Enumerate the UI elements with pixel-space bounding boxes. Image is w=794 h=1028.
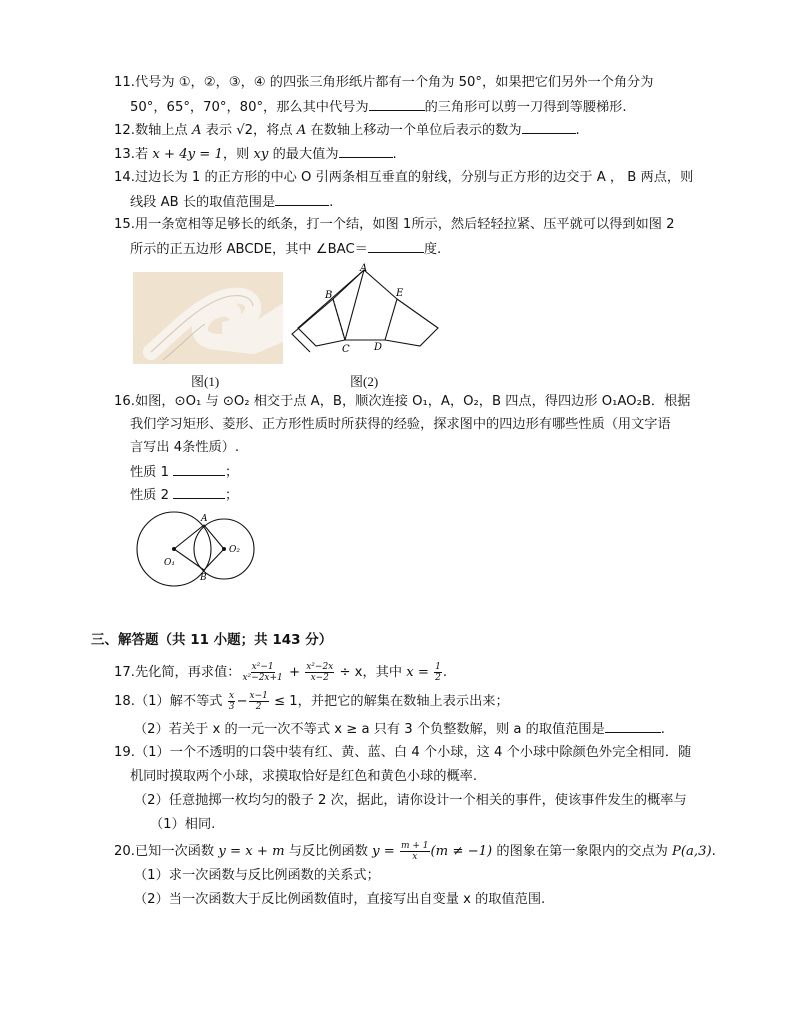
q18-p2a: （2）若关于 x 的一元一次不等式 x ≥ a 只有 3 个负整数解，则 a 的取值范围是 [134,722,605,737]
q13-text-a: 若 [134,147,153,162]
q20-number: 20. [114,844,135,859]
q19-number: 19. [114,745,135,760]
q12-text-c: 在数轴上移动一个单位后表示的数为 [306,123,522,138]
q17-end: . [442,665,448,680]
q18-frac-x3 [228,691,236,712]
q17-div-text: ÷ x，其中 [335,665,407,680]
q14-number: 14. [114,170,135,185]
q14-text: 过边长为 1 的正方形的中心 O 引两条相互垂直的射线，分别与正方形的边交于 A ， B 两点，则 [134,170,694,185]
label-a: A [360,263,368,274]
q18-fy-num: x−1 [249,690,268,701]
q13-answer-blank[interactable] [339,143,393,158]
q14-line2 [130,191,333,213]
q18-p1a: （1）解不等式 [134,694,227,709]
q15-line1 [114,215,674,235]
q20-line1 [114,839,716,865]
q19-text-4: （1）相同. [150,817,216,832]
q15-text-2a: 所示的正五边形 ABCDE，其中 ∠BAC＝ [130,242,368,257]
q17-f1-den: x²−2x+1 [242,672,283,683]
q15-answer-blank[interactable] [368,238,424,253]
q12-end: . [575,123,580,138]
label-d: D [374,342,383,353]
q14-answer-blank[interactable] [275,191,329,206]
q20-text-c: 的图象在第一象限内的交点为 [492,844,673,859]
q13-xy: xy [253,147,269,162]
q20-text-b: 与反比例函数 [284,844,373,859]
q17-f1-num: x²−1 [251,661,274,672]
q19-text-2: 机同时摸取两个小球，求摸取恰好是红色和黄色小球的概率. [130,769,478,784]
q17-line [114,660,447,686]
label-b: B [325,290,333,301]
section-3-heading: 三、解答题（共 11 小题；共 143 分） [91,632,333,648]
q13-end: . [392,147,397,162]
q16-line2 [130,415,671,435]
q11-text-2a: 50°，65°，70°，80°，那么其中代号为 [130,100,369,115]
q16-prop1 [130,461,238,483]
q19-line2 [130,767,477,787]
label-a: A [201,514,208,524]
prop1-label: 性质 1 [130,465,169,480]
prop2-blank[interactable] [173,484,225,499]
point-o2 [222,547,226,551]
q16-line1 [114,392,690,412]
q20-condition: (m ≠ −1) [430,844,493,859]
q20-f-den: x [412,851,418,862]
ac-line [345,270,364,340]
q15-text-2b: 度. [423,242,442,257]
q17-plus: + [284,665,305,680]
q17-fraction-1 [241,662,283,683]
prop2-semi: ； [224,488,239,503]
q16-number: 16. [114,394,135,409]
bc-dashed [333,299,345,340]
q12-text-b: 表示 √2，将点 [201,123,297,138]
q20-point: P(a,3) [672,844,712,859]
q17-f2-num: x²−2x [306,661,334,672]
q13-text-c: 的最大值为 [268,147,339,162]
q14-end: . [329,195,334,210]
q13-line [114,143,397,165]
label-o2: O₂ [229,545,240,555]
q11-answer-blank[interactable] [369,96,425,111]
q20-yeq: y = [372,844,399,859]
q15-line2 [130,238,441,260]
q12-text-a: 数轴上点 [134,123,192,138]
q13-text-b: ，则 [222,147,254,162]
q16-line3 [130,438,239,458]
q12-number: 12. [114,123,135,138]
q13-equation: x + 4y = 1 [152,147,223,162]
q18-fx-num: x [229,690,235,701]
q19-text-3: （2）任意抛掷一枚均匀的骰子 2 次，据此，请你设计一个相关的事件，使该事件发生的概率与 [134,793,687,808]
q20-end: . [711,844,716,859]
q12-answer-blank[interactable] [522,119,576,134]
q12-point-a2: A [296,123,307,138]
q11-line2 [130,96,627,118]
q17-xeq: x = [406,665,434,680]
q17-half-num: 1 [435,661,441,672]
q17-text-a: 先化简，再求值： [134,665,241,680]
q16-prop2 [130,484,238,506]
q16-text-3: 言写出 4条性质）. [130,440,240,455]
fig1-caption: 图(1) [191,374,220,389]
q20-line2 [134,866,380,886]
label-e: E [396,288,404,299]
label-c: C [342,344,350,355]
pentagon-abcde [333,270,397,340]
q19-text-1: （1）一个不透明的口袋中装有红、黄、蓝、白 4 个小球，这 4 个小球中除颜色外完全相同．随 [134,745,692,760]
q18-minus: − [236,694,248,709]
q18-fx-den: 3 [228,701,235,712]
q19-line1 [114,743,691,763]
q20-text-2: （1）求一次函数与反比例函数的关系式； [134,868,380,883]
fig2-caption: 图(2) [350,374,379,389]
q17-f2-den: x−2 [310,672,329,683]
intersecting-circles-diagram [132,508,262,590]
q17-half [434,662,442,683]
point-o1 [172,547,176,551]
prop1-blank[interactable] [173,461,225,476]
prop1-semi: ； [224,465,239,480]
right-strip [385,299,438,346]
q17-number: 17. [114,665,135,680]
q20-text-3: （2）当一次函数大于反比例函数值时，直接写出自变量 x 的取值范围. [134,892,546,907]
q20-text-a: 已知一次函数 [134,844,219,859]
q20-linear-eq: y = x + m [218,844,285,859]
q18-answer-blank[interactable] [605,718,661,733]
pentagon-diagram [288,262,446,362]
q18-frac-x12 [249,691,269,712]
prop2-label: 性质 2 [130,488,169,503]
q20-f-num: m + 1 [400,840,429,851]
q15-number: 15. [114,217,135,232]
label-b: B [200,573,207,583]
q18-end: . [660,722,665,737]
q20-fraction [400,841,430,862]
q14-line1 [114,168,693,188]
q19-line3 [134,791,687,811]
q17-fraction-2 [305,662,334,683]
q15-text: 用一条宽相等足够长的纸条，打一个结，如图 1所示，然后轻轻拉紧、压平就可以得到如图 2 [134,217,675,232]
q18-number: 18. [114,694,135,709]
knot-photo [133,272,283,364]
q14-text-2a: 线段 AB 长的取值范围是 [130,195,276,210]
q16-text-1: 如图，⊙O₁ 与 ⊙O₂ 相交于点 A，B，顺次连接 O₁，A，O₂，B 四点，得四边形 O₁AO₂B．根据 [134,394,691,409]
q11-line1 [114,73,653,93]
q11-text: 代号为 ①，②，③，④ 的四张三角形纸片都有一个角为 50°，如果把它们另外一个角分为 [134,75,654,90]
q18-fy-den: 2 [255,701,262,712]
q20-line3 [134,890,545,910]
q12-point-a: A [191,123,202,138]
q11-number: 11. [114,75,135,90]
label-o1: O₁ [164,558,175,568]
q18-line1 [114,690,509,714]
q12-line [114,119,580,141]
q11-text-2b: 的三角形可以剪一刀得到等腰梯形. [424,100,627,115]
q18-line2 [134,718,665,740]
q19-line4 [150,815,215,835]
q17-half-den: 2 [435,672,441,683]
q16-text-2: 我们学习矩形、菱形、正方形性质时所获得的经验，探求图中的四边形有哪些性质（用文字语 [130,417,671,432]
q18-p1b: ≤ 1，并把它的解集在数轴上表示出来； [269,694,509,709]
q13-number: 13. [114,147,135,162]
